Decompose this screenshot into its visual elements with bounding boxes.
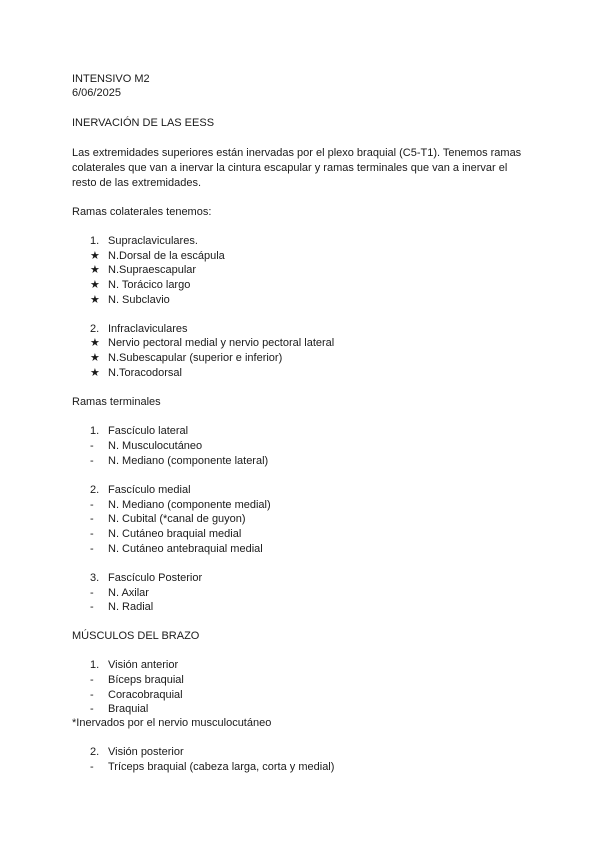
list-item-text: N.Supraescapular [108,264,197,276]
list-item-text: N. Radial [108,601,154,613]
list-item-text: N. Axilar [108,587,149,599]
list-item-text: N. Cutáneo braquial medial [108,528,242,540]
list-item-text: Bíceps braquial [108,674,184,686]
course-title: INTENSIVO M2 [72,73,150,85]
star-bullet-icon: ★ [90,279,100,291]
document-date: 6/06/2025 [72,87,121,99]
dash-bullet: - [90,455,94,467]
star-bullet-icon: ★ [90,367,100,379]
list-label: Visión posterior [108,746,184,758]
intro-paragraph-line: colaterales que van a inervar la cintura escapular y ramas terminales que van a inervar el [72,162,508,174]
list-label: Infraclaviculares [108,323,188,335]
list-item-text: N. Cutáneo antebraquial medial [108,543,263,555]
list-item-text: N. Mediano (componente medial) [108,499,271,511]
star-bullet-icon: ★ [90,250,100,262]
intro-paragraph-line: Las extremidades superiores están inervadas por el plexo braquial (C5-T1). Tenemos ramas [72,147,522,159]
dash-bullet: - [90,543,94,555]
list-number: 1. [90,235,100,247]
dash-bullet: - [90,601,94,613]
list-label: Supraclaviculares. [108,235,198,247]
intro-paragraph-line: resto de las extremidades. [72,177,202,189]
dash-bullet: - [90,587,94,599]
dash-bullet: - [90,674,94,686]
list-number: 2. [90,746,100,758]
list-item-text: N.Subescapular (superior e inferior) [108,352,283,364]
list-number: 3. [90,572,100,584]
list-item-text: Tríceps braquial (cabeza larga, corta y medial) [108,761,335,773]
star-bullet-icon: ★ [90,264,100,276]
heading-ramas-terminales: Ramas terminales [72,396,161,408]
list-item-text: N.Toracodorsal [108,367,182,379]
list-item-text: N. Subclavio [108,294,170,306]
list-number: 1. [90,659,100,671]
list-item-text: N. Torácico largo [108,279,191,291]
list-number: 1. [90,425,100,437]
note-inervacion: *Inervados por el nervio musculocutáneo [72,717,272,729]
list-label: Fascículo lateral [108,425,189,437]
list-number: 2. [90,484,100,496]
dash-bullet: - [90,761,94,773]
list-item-text: Nervio pectoral medial y nervio pectoral lateral [108,337,335,349]
dash-bullet: - [90,703,94,715]
list-item-text: N. Mediano (componente lateral) [108,455,269,467]
section-title-musculos: MÚSCULOS DEL BRAZO [72,630,200,642]
list-label: Fascículo medial [108,484,191,496]
star-bullet-icon: ★ [90,294,100,306]
list-item-text: N.Dorsal de la escápula [108,250,225,262]
heading-ramas-colaterales: Ramas colaterales tenemos: [72,206,212,218]
list-label: Fascículo Posterior [108,572,203,584]
list-label: Visión anterior [108,659,179,671]
dash-bullet: - [90,499,94,511]
section-title-inervacion: INERVACIÓN DE LAS EESS [72,117,215,129]
dash-bullet: - [90,689,94,701]
dash-bullet: - [90,513,94,525]
star-bullet-icon: ★ [90,337,100,349]
list-item-text: Braquial [108,703,149,715]
list-number: 2. [90,323,100,335]
list-item-text: N. Cubital (*canal de guyon) [108,513,246,525]
list-item-text: Coracobraquial [108,689,183,701]
dash-bullet: - [90,528,94,540]
dash-bullet: - [90,440,94,452]
star-bullet-icon: ★ [90,352,100,364]
list-item-text: N. Musculocutáneo [108,440,203,452]
